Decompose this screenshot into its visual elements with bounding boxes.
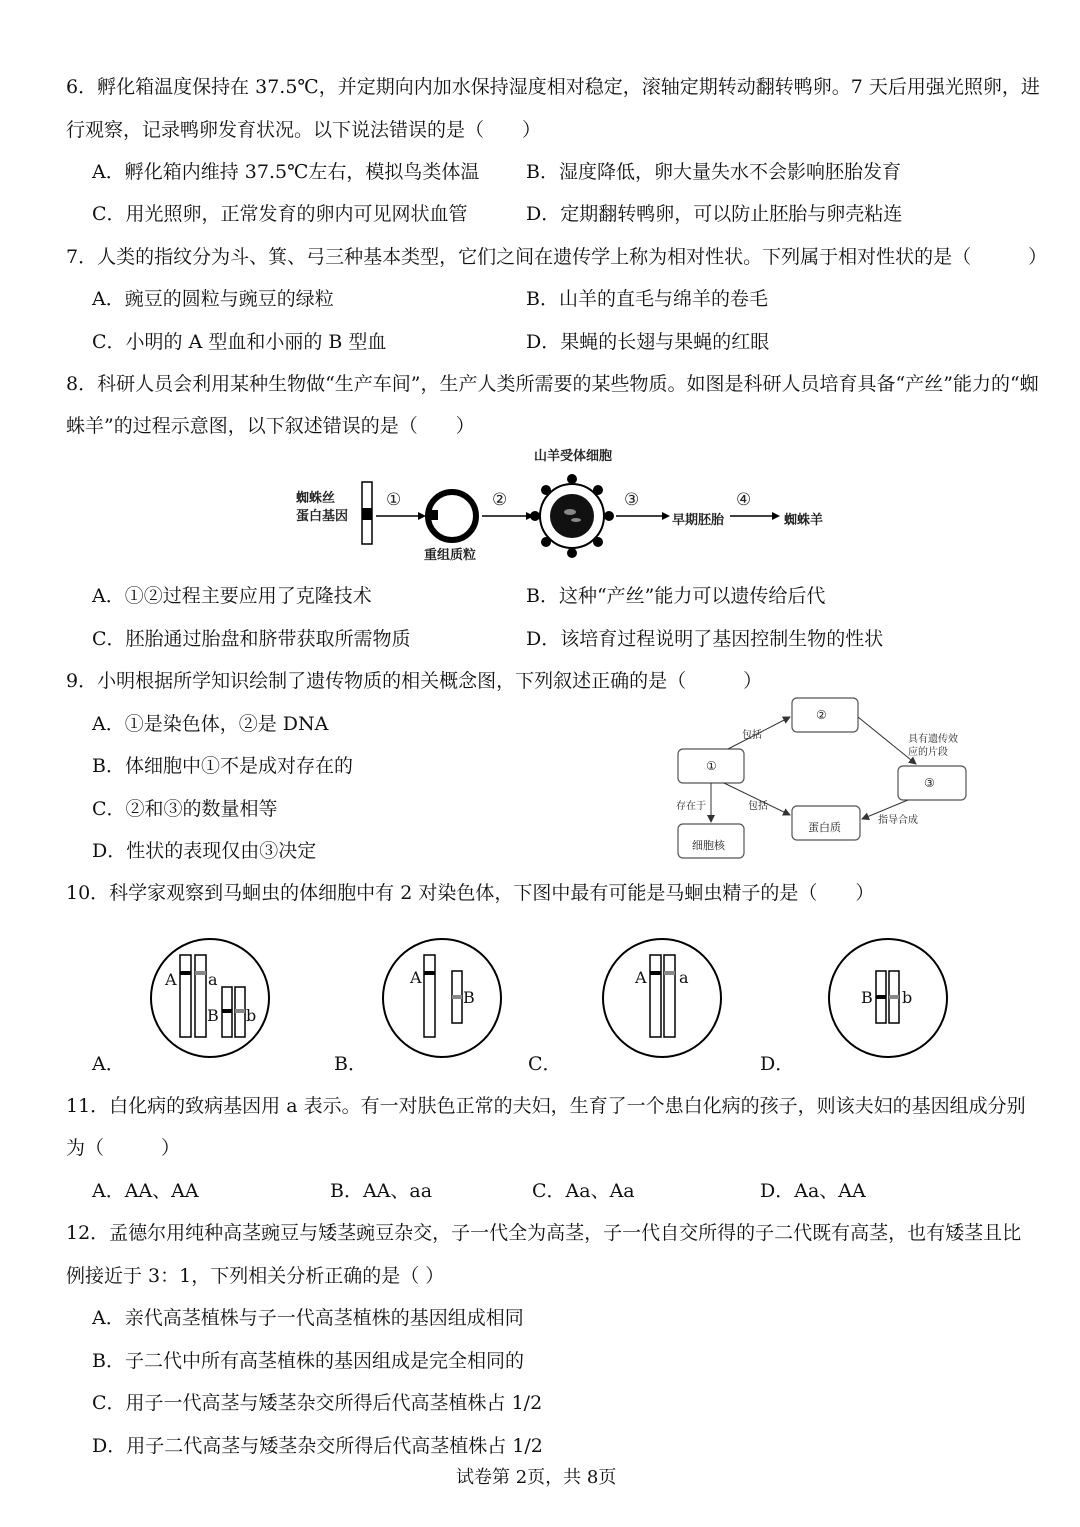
q12-stem-line2: 例接近于 3：1，下列相关分析正确的是（ ） — [66, 1265, 445, 1287]
q10-d-gene-b: b — [902, 988, 913, 1007]
q9-edge-include-top: 包括 — [742, 730, 762, 741]
q8-gene-label-2: 蛋白基因 — [296, 509, 349, 524]
gene-segment-icon — [362, 508, 372, 520]
q10-d-gene-B: B — [861, 988, 873, 1007]
q10-a-gene-a: a — [208, 970, 218, 989]
q9-edge-guide: 指导合成 — [878, 815, 918, 826]
q10-cell-b[interactable] — [383, 939, 501, 1057]
q10-stem-line1: 10．科学家观察到马蛔虫的体细胞中有 2 对染色体，下图中最有可能是马蛔虫精子的是（ ） — [66, 882, 875, 904]
q6-option-d[interactable]: D．定期翻转鸭卵，可以防止胚胎与卵壳粘连 — [526, 203, 903, 225]
q9-edge-include-bottom: 包括 — [748, 801, 768, 812]
q9-node-2: ② — [816, 708, 827, 722]
q8-plasmid-label: 重组质粒 — [424, 548, 477, 563]
recipient-cell-icon — [530, 474, 614, 558]
q7-stem-line1: 7．人类的指纹分为斗、箕、弓三种基本类型，它们之间在遗传学上称为相对性状。下列属于相对性状的是（ ） — [66, 246, 1048, 268]
q8-result-label: 蜘蛛羊 — [784, 513, 824, 528]
q8-cell-label: 山羊受体细胞 — [534, 449, 613, 464]
q9-option-a[interactable]: A．①是染色体，②是 DNA — [92, 713, 329, 735]
q10-cell-d[interactable] — [829, 939, 947, 1057]
q8-embryo-label: 早期胚胎 — [672, 513, 725, 528]
q11-stem-line1: 11．白化病的致病基因用 a 表示。有一对肤色正常的夫妇，生育了一个患白化病的孩子，则该夫妇的基因组成分别 — [66, 1095, 1026, 1117]
q12-option-d[interactable]: D．用子二代高茎与矮茎杂交所得后代高茎植株占 1/2 — [92, 1435, 543, 1457]
q12-stem-line1: 12．孟德尔用纯种高茎豌豆与矮茎豌豆杂交，子一代全为高茎，子一代自交所得的子二代既有高茎，也有矮茎且比 — [66, 1222, 1022, 1244]
q8-stem-line1: 8．科研人员会利用某种生物做“生产车间”，生产人类所需要的某些物质。如图是科研人员培育具备“产丝”能力的“蜘 — [66, 373, 1039, 395]
q12-option-c[interactable]: C．用子一代高茎与矮茎杂交所得后代高茎植株占 1/2 — [92, 1392, 543, 1414]
q6-option-c[interactable]: C．用光照卵，正常发育的卵内可见网状血管 — [92, 203, 468, 225]
q10-a-gene-B: B — [207, 1006, 219, 1025]
q10-c-gene-a: a — [679, 968, 689, 987]
q7-option-d[interactable]: D．果蝇的长翅与果蝇的红眼 — [526, 331, 770, 353]
q10-option-b[interactable]: B． — [334, 1053, 367, 1075]
page-footer: 试卷第 2页，共 8页 — [456, 1467, 617, 1488]
q7-option-c[interactable]: C．小明的 A 型血和小丽的 B 型血 — [92, 331, 387, 353]
q6-option-b[interactable]: B．湿度降低，卵大量失水不会影响胚胎发育 — [526, 161, 901, 183]
q10-c-gene-A: A — [635, 968, 647, 987]
q6-stem-line2: 行观察，记录鸭卵发育状况。以下说法错误的是（ ） — [66, 119, 542, 141]
q8-gene-label-1: 蜘蛛丝 — [296, 491, 336, 506]
q8-step-3: ③ — [624, 490, 640, 510]
q8-option-a[interactable]: A．①②过程主要应用了克隆技术 — [92, 585, 372, 607]
q10-option-d[interactable]: D． — [760, 1053, 795, 1075]
q12-option-a[interactable]: A．亲代高茎植株与子一代高茎植株的基因组成相同 — [92, 1307, 524, 1329]
q9-node-protein: 蛋白质 — [808, 821, 841, 834]
q8-option-b[interactable]: B．这种“产丝”能力可以遗传给后代 — [526, 585, 826, 607]
q8-option-d[interactable]: D．该培育过程说明了基因控制生物的性状 — [526, 628, 884, 650]
q9-edge-exist: 存在于 — [676, 801, 706, 812]
q9-node-3: ③ — [924, 776, 935, 790]
q9-edge-fragment-2: 应的片段 — [908, 747, 948, 758]
q10-option-a[interactable]: A． — [92, 1053, 125, 1075]
q8-option-c[interactable]: C．胚胎通过胎盘和脐带获取所需物质 — [92, 628, 411, 650]
q11-option-b[interactable]: B．AA、aa — [330, 1180, 433, 1202]
q9-option-b[interactable]: B．体细胞中①不是成对存在的 — [92, 755, 353, 777]
q8-step-1: ① — [386, 490, 402, 510]
q10-a-gene-A: A — [165, 970, 177, 989]
q10-cell-c[interactable] — [603, 939, 721, 1057]
q7-option-a[interactable]: A．豌豆的圆粒与豌豆的绿粒 — [92, 288, 334, 310]
q10-cell-figures — [0, 925, 1080, 1065]
q6-option-a[interactable]: A．孵化箱内维持 37.5℃左右，模拟鸟类体温 — [92, 161, 480, 183]
q9-node-nucleus: 细胞核 — [692, 839, 725, 852]
q8-step-4: ④ — [736, 490, 752, 510]
q10-b-gene-B: B — [463, 988, 475, 1007]
q9-stem-line1: 9．小明根据所学知识绘制了遗传物质的相关概念图，下列叙述正确的是（ ） — [66, 670, 763, 692]
q11-option-c[interactable]: C．Aa、Aa — [532, 1180, 635, 1202]
q9-option-d[interactable]: D．性状的表现仅由③决定 — [92, 840, 317, 862]
q10-b-gene-A: A — [410, 968, 422, 987]
q8-stem-line2: 蛛羊”的过程示意图，以下叙述错误的是（ ） — [66, 415, 475, 437]
q11-option-a[interactable]: A．AA、AA — [92, 1180, 199, 1202]
q7-option-b[interactable]: B．山羊的直毛与绵羊的卷毛 — [526, 288, 768, 310]
q11-stem-line2: 为（ ） — [66, 1137, 181, 1159]
q9-option-c[interactable]: C．②和③的数量相等 — [92, 798, 278, 820]
q10-a-gene-b: b — [246, 1006, 257, 1025]
q9-node-1: ① — [706, 759, 717, 773]
q11-option-d[interactable]: D．Aa、AA — [760, 1180, 866, 1202]
q8-step-2: ② — [492, 490, 508, 510]
q10-cell-a[interactable] — [151, 939, 269, 1057]
q9-edge-fragment-1: 具有遗传效 — [908, 734, 958, 745]
q6-stem-line1: 6．孵化箱温度保持在 37.5℃，并定期向内加水保持湿度相对稳定，滚轴定期转动翻转鸭卵。7 天后用强光照卵，进 — [66, 76, 1040, 98]
q10-option-c[interactable]: C． — [528, 1053, 562, 1075]
q12-option-b[interactable]: B．子二代中所有高茎植株的基因组成是完全相同的 — [92, 1350, 524, 1372]
